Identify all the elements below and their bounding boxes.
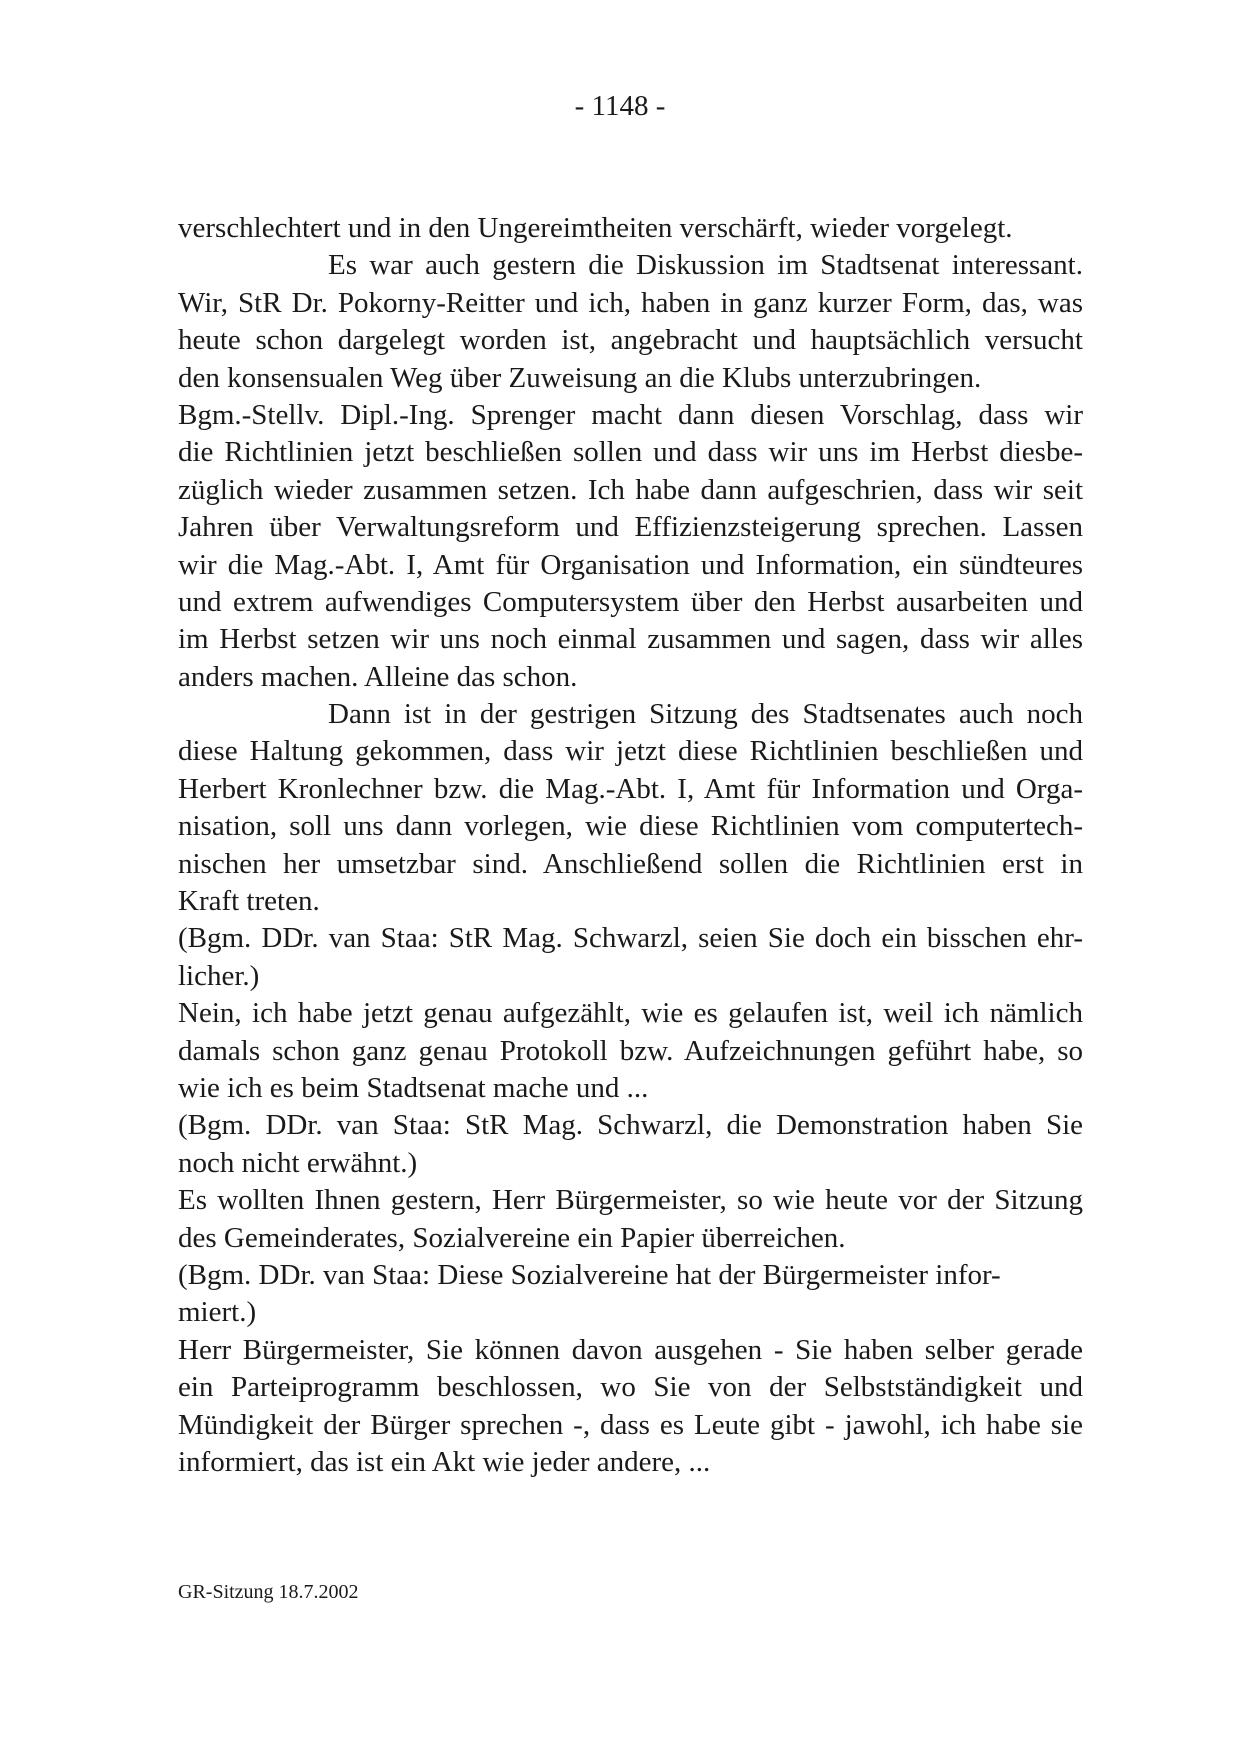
- text-line: Es war auch gestern die Diskussion im Stadtsenat interessant.: [328, 249, 1083, 282]
- text-line: Kraft treten.: [178, 885, 320, 918]
- text-line: (Bgm. DDr. van Staa: StR Mag. Schwarzl, seien Sie doch ein bisschen ehr-: [178, 922, 1083, 955]
- text-line: Nein, ich habe jetzt genau aufgezählt, wie es gelaufen ist, weil ich nämlich: [178, 997, 1083, 1030]
- document-body: [178, 210, 1083, 1481]
- text-line: die Richtlinien jetzt beschließen sollen und dass wir uns im Herbst diesbe-: [178, 436, 1083, 469]
- text-line: informiert, das ist ein Akt wie jeder andere, ...: [178, 1445, 711, 1478]
- text-line: wir die Mag.-Abt. I, Amt für Organisation und Information, ein sündteures: [178, 548, 1083, 581]
- page-number: - 1148 -: [574, 90, 666, 122]
- text-line: (Bgm. DDr. van Staa: StR Mag. Schwarzl, die Demonstration haben Sie: [178, 1109, 1083, 1142]
- text-line: diese Haltung gekommen, dass wir jetzt diese Richtlinien beschließen und: [178, 735, 1083, 768]
- text-line: (Bgm. DDr. van Staa: Diese Sozialvereine hat der Bürgermeister infor-: [178, 1258, 1001, 1291]
- text-line: damals schon ganz genau Protokoll bzw. Aufzeichnungen geführt habe, so: [178, 1034, 1083, 1067]
- text-line: wie ich es beim Stadtsenat mache und ...: [178, 1071, 649, 1104]
- text-line: ein Parteiprogramm beschlossen, wo Sie von der Selbstständigkeit und: [178, 1371, 1083, 1404]
- text-line: anders machen. Alleine das schon.: [178, 660, 578, 693]
- text-line: im Herbst setzen wir uns noch einmal zusammen und sagen, dass wir alles: [178, 623, 1083, 656]
- text-line: Dann ist in der gestrigen Sitzung des Stadtsenates auch noch: [328, 698, 1083, 731]
- text-line: Wir, StR Dr. Pokorny-Reitter und ich, haben in ganz kurzer Form, das, was: [178, 286, 1083, 319]
- text-line: züglich wieder zusammen setzen. Ich habe dann aufgeschrien, dass wir seit: [178, 473, 1083, 506]
- text-line: Jahren über Verwaltungsreform und Effizienzsteigerung sprechen. Lassen: [178, 511, 1083, 544]
- text-line: Bgm.-Stellv. Dipl.-Ing. Sprenger macht dann diesen Vorschlag, dass wir: [178, 398, 1083, 431]
- text-line: Es wollten Ihnen gestern, Herr Bürgermeister, so wie heute vor der Sitzung: [178, 1184, 1083, 1217]
- text-line: Herbert Kronlechner bzw. die Mag.-Abt. I, Amt für Information und Orga-: [178, 772, 1083, 805]
- text-line: nisation, soll uns dann vorlegen, wie diese Richtlinien vom computertech-: [178, 810, 1083, 843]
- text-line: verschlechtert und in den Ungereimtheiten verschärft, wieder vorgelegt.: [178, 212, 1013, 244]
- text-line: Mündigkeit der Bürger sprechen -, dass es Leute gibt - jawohl, ich habe sie: [178, 1408, 1083, 1441]
- text-line: Herr Bürgermeister, Sie können davon ausgehen - Sie haben selber gerade: [178, 1333, 1083, 1366]
- text-line: licher.): [178, 959, 260, 992]
- text-line: heute schon dargelegt worden ist, angebracht und hauptsächlich versucht: [178, 324, 1083, 357]
- footer-session-label: GR-Sitzung 18.7.2002: [178, 1581, 359, 1603]
- text-line: miert.): [178, 1296, 257, 1329]
- text-line: und extrem aufwendiges Computersystem über den Herbst ausarbeiten und: [178, 585, 1083, 618]
- text-line: noch nicht erwähnt.): [178, 1146, 418, 1179]
- text-line: den konsensualen Weg über Zuweisung an die Klubs unterzubringen.: [178, 361, 982, 394]
- text-line: nischen her umsetzbar sind. Anschließend sollen die Richtlinien erst in: [178, 847, 1083, 880]
- text-line: des Gemeinderates, Sozialvereine ein Papier überreichen.: [178, 1221, 846, 1254]
